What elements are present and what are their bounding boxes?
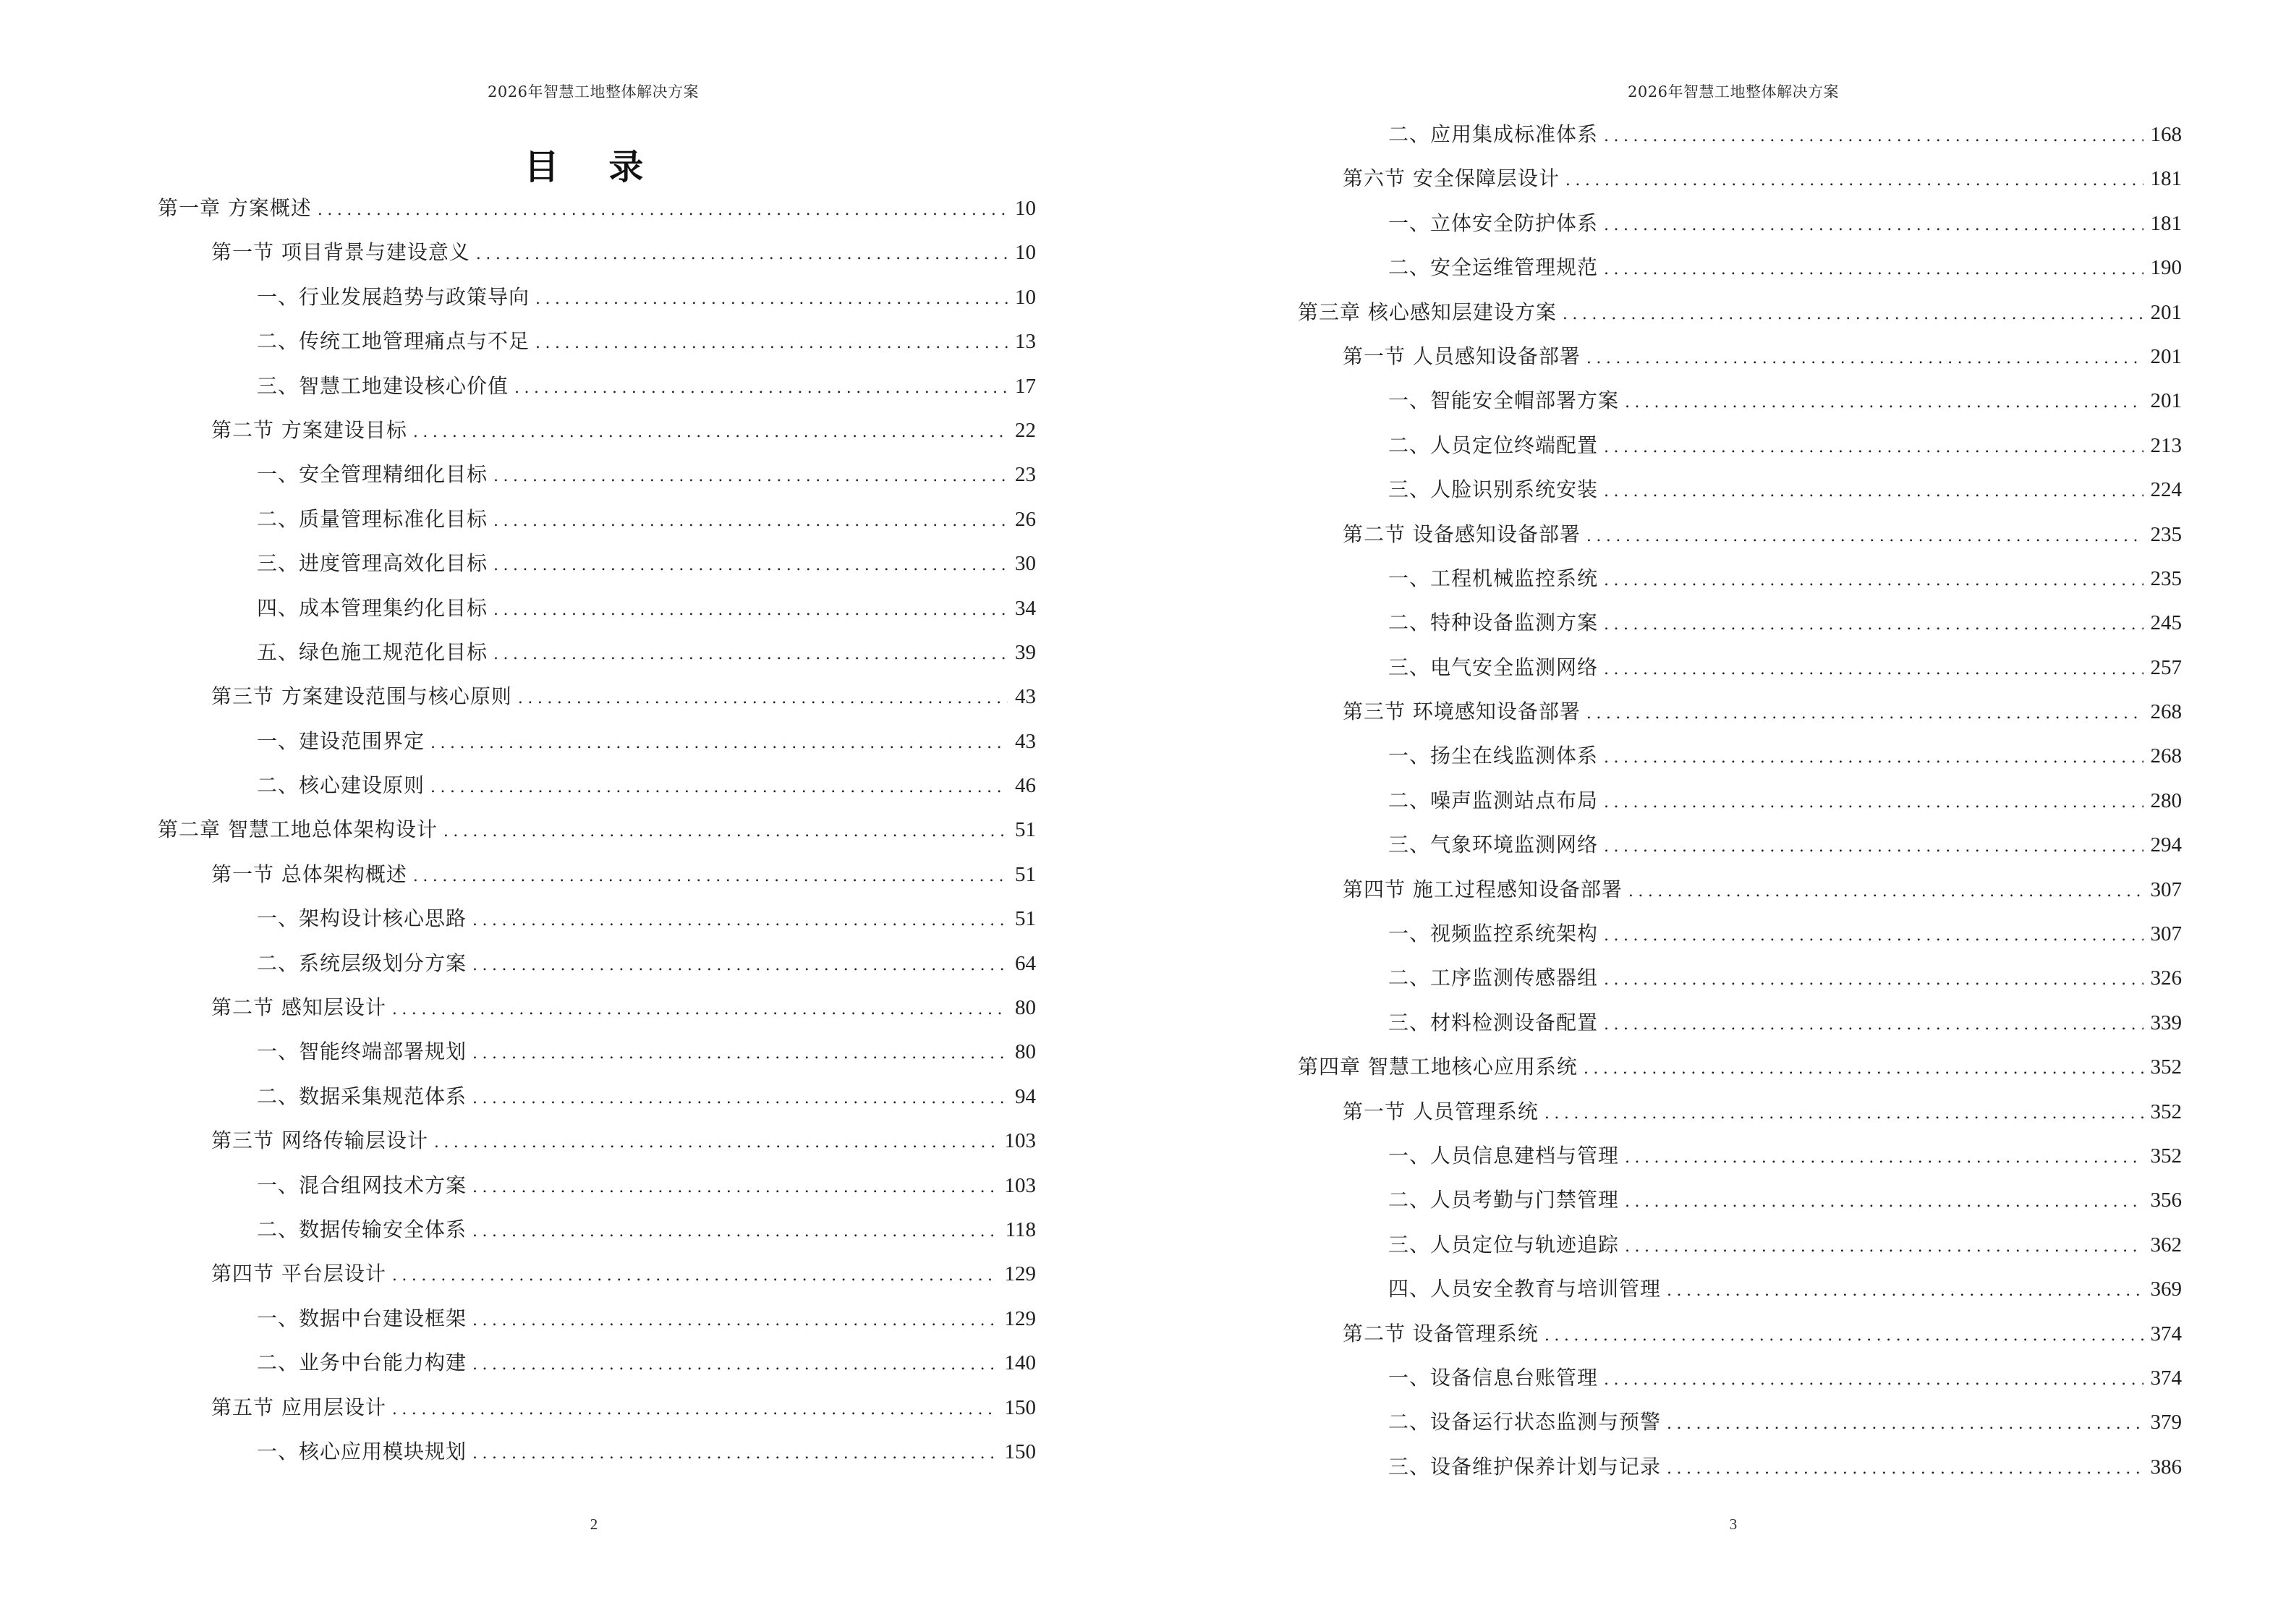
toc-entry-subsection[interactable] xyxy=(1298,911,2182,956)
toc-entry-label: 二、人员定位终端配置 xyxy=(1388,433,1599,457)
toc-entry-page-number: 307 xyxy=(2150,922,2182,946)
toc-entry-label: 三、智慧工地建设核心价值 xyxy=(257,373,509,398)
dot-leader xyxy=(472,1076,1008,1121)
toc-entry-label: 二、应用集成标准体系 xyxy=(1388,122,1599,146)
toc-entry-page-number: 201 xyxy=(2150,389,2182,413)
toc-entry-page-number: 34 xyxy=(1015,596,1036,620)
toc-entry-label: 一、架构设计核心思路 xyxy=(257,906,467,931)
toc-entry-label: 一、智能终端部署规划 xyxy=(257,1040,467,1064)
toc-entry-page-number: 103 xyxy=(1004,1129,1036,1153)
toc-entry-label: 三、人员定位与轨迹追踪 xyxy=(1388,1232,1620,1257)
dot-leader xyxy=(535,277,1008,321)
toc-entry-page-number: 280 xyxy=(2150,788,2182,812)
toc-entry-subsection[interactable] xyxy=(1298,1356,2182,1400)
dot-leader xyxy=(1604,1003,2143,1047)
dot-leader xyxy=(430,765,1008,809)
dot-leader xyxy=(392,987,1008,1032)
toc-entry-page-number: 10 xyxy=(1015,241,1036,265)
toc-entry-page-number: 307 xyxy=(2150,877,2182,901)
toc-entry-section[interactable] xyxy=(158,1251,1036,1296)
toc-entry-chapter[interactable] xyxy=(158,186,1036,230)
toc-entry-subsection[interactable] xyxy=(1298,378,2182,422)
dot-leader xyxy=(493,543,1008,587)
dot-leader xyxy=(1604,469,2143,514)
dot-leader xyxy=(472,943,1008,987)
toc-entry-label: 二、业务中台能力构建 xyxy=(257,1351,467,1375)
toc-entry-subsection[interactable] xyxy=(158,275,1036,319)
dot-leader xyxy=(392,1387,998,1432)
toc-entry-page-number: 224 xyxy=(2150,478,2182,502)
toc-entry-page-number: 103 xyxy=(1004,1173,1036,1197)
toc-entry-subsection[interactable] xyxy=(1298,245,2182,289)
toc-entry-label: 二、人员考勤与门禁管理 xyxy=(1388,1188,1620,1212)
toc-entry-page-number: 10 xyxy=(1015,285,1036,309)
toc-entry-page-number: 64 xyxy=(1015,951,1036,975)
toc-entry-subsection[interactable] xyxy=(1298,778,2182,822)
toc-entry-label: 二、质量管理标准化目标 xyxy=(257,506,488,531)
dot-leader xyxy=(1604,247,2143,292)
toc-entry-label: 第四章 智慧工地核心应用系统 xyxy=(1298,1055,1578,1079)
dot-leader xyxy=(1563,292,2143,336)
toc-entry-page-number: 51 xyxy=(1015,862,1036,886)
toc-entry-label: 一、混合组网技术方案 xyxy=(257,1173,467,1197)
toc-entry-page-number: 201 xyxy=(2150,300,2182,324)
toc-entry-page-number: 235 xyxy=(2150,566,2182,590)
toc-entry-page-number: 181 xyxy=(2150,211,2182,235)
dot-leader xyxy=(1604,825,2143,869)
toc-entry-section[interactable] xyxy=(158,985,1036,1029)
toc-entry-label: 第一节 人员管理系统 xyxy=(1343,1099,1539,1123)
running-header: 2026年智慧工地整体解决方案 xyxy=(1628,83,1839,101)
toc-entry-page-number: 374 xyxy=(2150,1322,2182,1345)
toc-entry-label: 一、设备信息台账管理 xyxy=(1388,1365,1599,1390)
toc-entry-page-number: 294 xyxy=(2150,833,2182,857)
toc-entry-label: 一、立体安全防护体系 xyxy=(1388,211,1599,235)
toc-entry-page-number: 118 xyxy=(1005,1217,1036,1241)
dot-leader xyxy=(476,232,1008,276)
toc-entry-label: 第二节 感知层设计 xyxy=(211,995,386,1020)
dot-leader xyxy=(443,809,1008,854)
dot-leader xyxy=(535,321,1008,365)
toc-entry-page-number: 379 xyxy=(2150,1411,2182,1434)
toc-entry-label: 第二节 方案建设目标 xyxy=(211,417,407,442)
toc-entry-page-number: 190 xyxy=(2150,256,2182,280)
dot-leader xyxy=(1625,381,2143,425)
toc-entry-page-number: 26 xyxy=(1015,507,1036,531)
toc-entry-subsection[interactable] xyxy=(1298,112,2182,156)
toc-entry-label: 第二节 设备管理系统 xyxy=(1343,1321,1539,1345)
toc-entry-page-number: 140 xyxy=(1004,1351,1036,1375)
toc-entry-label: 二、特种设备监测方案 xyxy=(1388,611,1599,635)
dot-leader xyxy=(1604,781,2143,825)
toc-entry-label: 一、人员信息建档与管理 xyxy=(1388,1143,1620,1168)
toc-entry-page-number: 257 xyxy=(2150,655,2182,679)
toc-entry-subsection[interactable] xyxy=(158,319,1036,363)
dot-leader xyxy=(1586,336,2143,381)
toc-entry-label: 第三节 环境感知设备部署 xyxy=(1343,700,1581,724)
toc-entry-label: 一、工程机械监控系统 xyxy=(1388,566,1599,590)
dot-leader xyxy=(1604,914,2143,958)
toc-entry-page-number: 80 xyxy=(1015,996,1036,1020)
toc-entry-label: 三、进度管理高效化目标 xyxy=(257,551,488,576)
dot-leader xyxy=(1565,158,2143,203)
dot-leader xyxy=(1604,114,2143,158)
toc-entry-label: 一、建设范围界定 xyxy=(257,728,425,753)
toc-entry-label: 第四节 施工过程感知设备部署 xyxy=(1343,877,1623,901)
toc-entry-subsection[interactable] xyxy=(158,1429,1036,1474)
toc-entry-subsection[interactable] xyxy=(1298,1400,2182,1444)
toc-entry-page-number: 22 xyxy=(1015,418,1036,442)
dot-leader xyxy=(472,1032,1008,1076)
toc-entry-subsection[interactable] xyxy=(1298,734,2182,778)
toc-entry-page-number: 168 xyxy=(2150,123,2182,146)
toc-entry-label: 四、成本管理集约化目标 xyxy=(257,595,488,620)
dot-leader xyxy=(493,499,1008,543)
toc-entry-page-number: 30 xyxy=(1015,552,1036,576)
toc-entry-subsection[interactable] xyxy=(158,1163,1036,1207)
toc-entry-page-number: 268 xyxy=(2150,744,2182,768)
dot-leader xyxy=(1544,1314,2143,1358)
dot-leader xyxy=(472,1298,997,1343)
toc-entry-section[interactable] xyxy=(1298,1089,2182,1134)
dot-leader xyxy=(493,632,1008,676)
dot-leader xyxy=(1604,558,2143,603)
toc-entry-label: 二、工序监测传感器组 xyxy=(1388,966,1599,990)
dot-leader xyxy=(472,1343,997,1387)
toc-entry-subsection[interactable] xyxy=(1298,1178,2182,1222)
toc-entry-subsection[interactable] xyxy=(158,1074,1036,1118)
dot-leader xyxy=(493,588,1008,632)
dot-leader xyxy=(1625,1136,2143,1180)
toc-entry-label: 第三章 核心感知层建设方案 xyxy=(1298,299,1557,324)
toc-entry-label: 一、视频监控系统架构 xyxy=(1388,922,1599,946)
toc-entry-label: 第三节 网络传输层设计 xyxy=(211,1128,428,1153)
dot-leader xyxy=(430,721,1008,765)
toc-entry-subsection[interactable] xyxy=(158,1029,1036,1074)
toc-list xyxy=(1298,112,2182,1489)
dot-leader xyxy=(1604,958,2143,1002)
toc-entry-section[interactable] xyxy=(1298,334,2182,378)
toc-entry-label: 三、材料检测设备配置 xyxy=(1388,1010,1599,1034)
toc-entry-page-number: 129 xyxy=(1004,1262,1036,1286)
toc-entry-label: 第一章 方案概述 xyxy=(158,196,312,220)
toc-entry-label: 第五节 应用层设计 xyxy=(211,1395,386,1419)
toc-entry-page-number: 46 xyxy=(1015,774,1036,798)
toc-entry-page-number: 80 xyxy=(1015,1040,1036,1064)
toc-entry-chapter[interactable] xyxy=(1298,290,2182,334)
page-number: 2 xyxy=(590,1515,598,1533)
toc-entry-label: 三、人脸识别系统安装 xyxy=(1388,477,1599,502)
toc-entry-page-number: 386 xyxy=(2150,1455,2182,1479)
toc-entry-label: 第四节 平台层设计 xyxy=(211,1262,386,1286)
toc-entry-subsection[interactable] xyxy=(1298,201,2182,245)
toc-entry-label: 第六节 安全保障层设计 xyxy=(1343,166,1560,191)
dot-leader xyxy=(1625,1180,2143,1224)
toc-entry-subsection[interactable] xyxy=(158,630,1036,674)
toc-entry-subsection[interactable] xyxy=(158,763,1036,807)
toc-entry-subsection[interactable] xyxy=(1298,645,2182,689)
dot-leader xyxy=(413,410,1008,454)
toc-entry-subsection[interactable] xyxy=(1298,956,2182,1000)
dot-leader xyxy=(1667,1447,2143,1491)
toc-entry-label: 第一节 人员感知设备部署 xyxy=(1343,344,1581,368)
dot-leader xyxy=(434,1121,998,1165)
toc-entry-subsection[interactable] xyxy=(158,941,1036,985)
toc-entry-section[interactable] xyxy=(1298,512,2182,556)
toc-entry-page-number: 245 xyxy=(2150,611,2182,635)
toc-entry-subsection[interactable] xyxy=(158,452,1036,496)
dot-leader xyxy=(1604,603,2143,647)
toc-entry-subsection[interactable] xyxy=(1298,1223,2182,1267)
toc-entry-label: 二、核心建设原则 xyxy=(257,773,425,798)
dot-leader xyxy=(1604,425,2143,469)
toc-entry-label: 第三节 方案建设范围与核心原则 xyxy=(211,684,512,709)
toc-entry-subsection[interactable] xyxy=(158,1296,1036,1340)
toc-entry-page-number: 17 xyxy=(1015,374,1036,398)
toc-entry-section[interactable] xyxy=(1298,867,2182,911)
toc-entry-page-number: 181 xyxy=(2150,167,2182,191)
toc-entry-chapter[interactable] xyxy=(158,807,1036,851)
toc-entry-label: 一、扬尘在线监测体系 xyxy=(1388,744,1599,768)
toc-entry-label: 一、安全管理精细化目标 xyxy=(257,462,488,487)
toc-entry-subsection[interactable] xyxy=(1298,822,2182,867)
toc-entry-page-number: 150 xyxy=(1004,1440,1036,1463)
toc-entry-page-number: 51 xyxy=(1015,907,1036,931)
dot-leader xyxy=(472,1210,998,1254)
toc-entry-label: 二、安全运维管理规范 xyxy=(1388,255,1599,280)
toc-entry-section[interactable] xyxy=(158,408,1036,452)
toc-entry-page-number: 352 xyxy=(2150,1100,2182,1123)
dot-leader xyxy=(318,188,1008,232)
dot-leader xyxy=(1625,1225,2143,1269)
toc-entry-subsection[interactable] xyxy=(158,719,1036,763)
dot-leader xyxy=(1628,870,2143,914)
toc-entry-label: 一、行业发展趋势与政策导向 xyxy=(257,284,530,309)
toc-entry-label: 三、气象环境监测网络 xyxy=(1388,833,1599,857)
document-page-3 xyxy=(1143,0,2286,1624)
toc-entry-subsection[interactable] xyxy=(158,896,1036,940)
toc-entry-label: 四、人员安全教育与培训管理 xyxy=(1388,1277,1662,1301)
toc-entry-section[interactable] xyxy=(158,230,1036,274)
dot-leader xyxy=(493,454,1008,498)
toc-entry-subsection[interactable] xyxy=(158,541,1036,585)
toc-entry-subsection[interactable] xyxy=(158,364,1036,408)
toc-entry-page-number: 268 xyxy=(2150,700,2182,724)
toc-entry-page-number: 94 xyxy=(1015,1084,1036,1108)
toc-entry-label: 二、数据传输安全体系 xyxy=(257,1217,467,1241)
dot-leader xyxy=(1667,1269,2143,1313)
toc-entry-page-number: 326 xyxy=(2150,966,2182,990)
toc-title: 目 录 xyxy=(524,147,663,188)
toc-entry-subsection[interactable] xyxy=(1298,1000,2182,1045)
toc-entry-label: 五、绿色施工规范化目标 xyxy=(257,639,488,664)
dot-leader xyxy=(1604,203,2143,247)
toc-entry-page-number: 374 xyxy=(2150,1366,2182,1390)
toc-entry-label: 二、噪声监测站点布局 xyxy=(1388,788,1599,812)
toc-entry-page-number: 356 xyxy=(2150,1189,2182,1212)
running-header: 2026年智慧工地整体解决方案 xyxy=(488,83,699,101)
dot-leader xyxy=(472,1432,997,1476)
toc-entry-page-number: 201 xyxy=(2150,344,2182,368)
toc-entry-section[interactable] xyxy=(1298,156,2182,200)
toc-entry-subsection[interactable] xyxy=(1298,423,2182,467)
toc-entry-label: 第一节 项目背景与建设意义 xyxy=(211,240,470,265)
dot-leader xyxy=(514,366,1008,410)
toc-entry-subsection[interactable] xyxy=(1298,1134,2182,1178)
toc-entry-page-number: 352 xyxy=(2150,1144,2182,1168)
toc-entry-chapter[interactable] xyxy=(1298,1045,2182,1089)
toc-entry-subsection[interactable] xyxy=(1298,467,2182,511)
toc-entry-section[interactable] xyxy=(1298,689,2182,734)
dot-leader xyxy=(413,854,1008,898)
toc-entry-section[interactable] xyxy=(1298,1311,2182,1356)
toc-entry-page-number: 51 xyxy=(1015,818,1036,842)
toc-entry-label: 三、电气安全监测网络 xyxy=(1388,655,1599,679)
toc-entry-label: 一、核心应用模块规划 xyxy=(257,1439,467,1463)
toc-entry-page-number: 213 xyxy=(2150,433,2182,457)
toc-entry-label: 第二节 设备感知设备部署 xyxy=(1343,522,1581,546)
toc-entry-subsection[interactable] xyxy=(1298,1445,2182,1489)
dot-leader xyxy=(1586,692,2143,736)
dot-leader xyxy=(518,676,1008,720)
toc-entry-page-number: 10 xyxy=(1015,197,1036,220)
toc-entry-page-number: 43 xyxy=(1015,685,1036,709)
toc-entry-label: 第一节 总体架构概述 xyxy=(211,862,407,886)
dot-leader xyxy=(1604,1358,2143,1402)
toc-entry-label: 二、设备运行状态监测与预警 xyxy=(1388,1410,1662,1434)
toc-entry-label: 二、传统工地管理痛点与不足 xyxy=(257,329,530,354)
page-number: 3 xyxy=(1729,1515,1738,1533)
toc-entry-label: 第二章 智慧工地总体架构设计 xyxy=(158,817,438,842)
toc-entry-label: 三、设备维护保养计划与记录 xyxy=(1388,1454,1662,1479)
toc-entry-label: 一、智能安全帽部署方案 xyxy=(1388,388,1620,413)
toc-entry-page-number: 129 xyxy=(1004,1306,1036,1330)
toc-entry-page-number: 369 xyxy=(2150,1277,2182,1301)
toc-entry-page-number: 13 xyxy=(1015,330,1036,354)
toc-entry-subsection[interactable] xyxy=(158,497,1036,541)
toc-entry-page-number: 150 xyxy=(1004,1395,1036,1419)
dot-leader xyxy=(392,1254,998,1298)
dot-leader xyxy=(1604,736,2143,780)
toc-entry-subsection[interactable] xyxy=(1298,1267,2182,1311)
toc-entry-page-number: 362 xyxy=(2150,1233,2182,1257)
toc-entry-section[interactable] xyxy=(158,1118,1036,1162)
dot-leader xyxy=(1586,514,2143,558)
toc-list xyxy=(158,186,1036,1474)
toc-entry-label: 二、系统层级划分方案 xyxy=(257,951,467,975)
toc-entry-label: 二、数据采集规范体系 xyxy=(257,1084,467,1108)
toc-entry-section[interactable] xyxy=(158,674,1036,718)
toc-entry-page-number: 43 xyxy=(1015,729,1036,753)
toc-entry-section[interactable] xyxy=(158,852,1036,896)
toc-entry-section[interactable] xyxy=(158,1385,1036,1429)
toc-entry-subsection[interactable] xyxy=(158,1207,1036,1251)
toc-entry-subsection[interactable] xyxy=(158,586,1036,630)
toc-entry-subsection[interactable] xyxy=(1298,556,2182,600)
toc-entry-page-number: 339 xyxy=(2150,1011,2182,1034)
toc-entry-page-number: 235 xyxy=(2150,522,2182,546)
toc-entry-subsection[interactable] xyxy=(158,1340,1036,1385)
toc-entry-page-number: 352 xyxy=(2150,1055,2182,1079)
toc-entry-page-number: 39 xyxy=(1015,640,1036,664)
dot-leader xyxy=(472,1165,997,1210)
dot-leader xyxy=(1584,1047,2143,1091)
toc-entry-subsection[interactable] xyxy=(1298,600,2182,645)
dot-leader xyxy=(1604,647,2143,692)
toc-entry-label: 一、数据中台建设框架 xyxy=(257,1306,467,1330)
dot-leader xyxy=(472,898,1008,943)
dot-leader xyxy=(1667,1402,2143,1446)
dot-leader xyxy=(1544,1092,2143,1136)
toc-entry-page-number: 23 xyxy=(1015,463,1036,487)
